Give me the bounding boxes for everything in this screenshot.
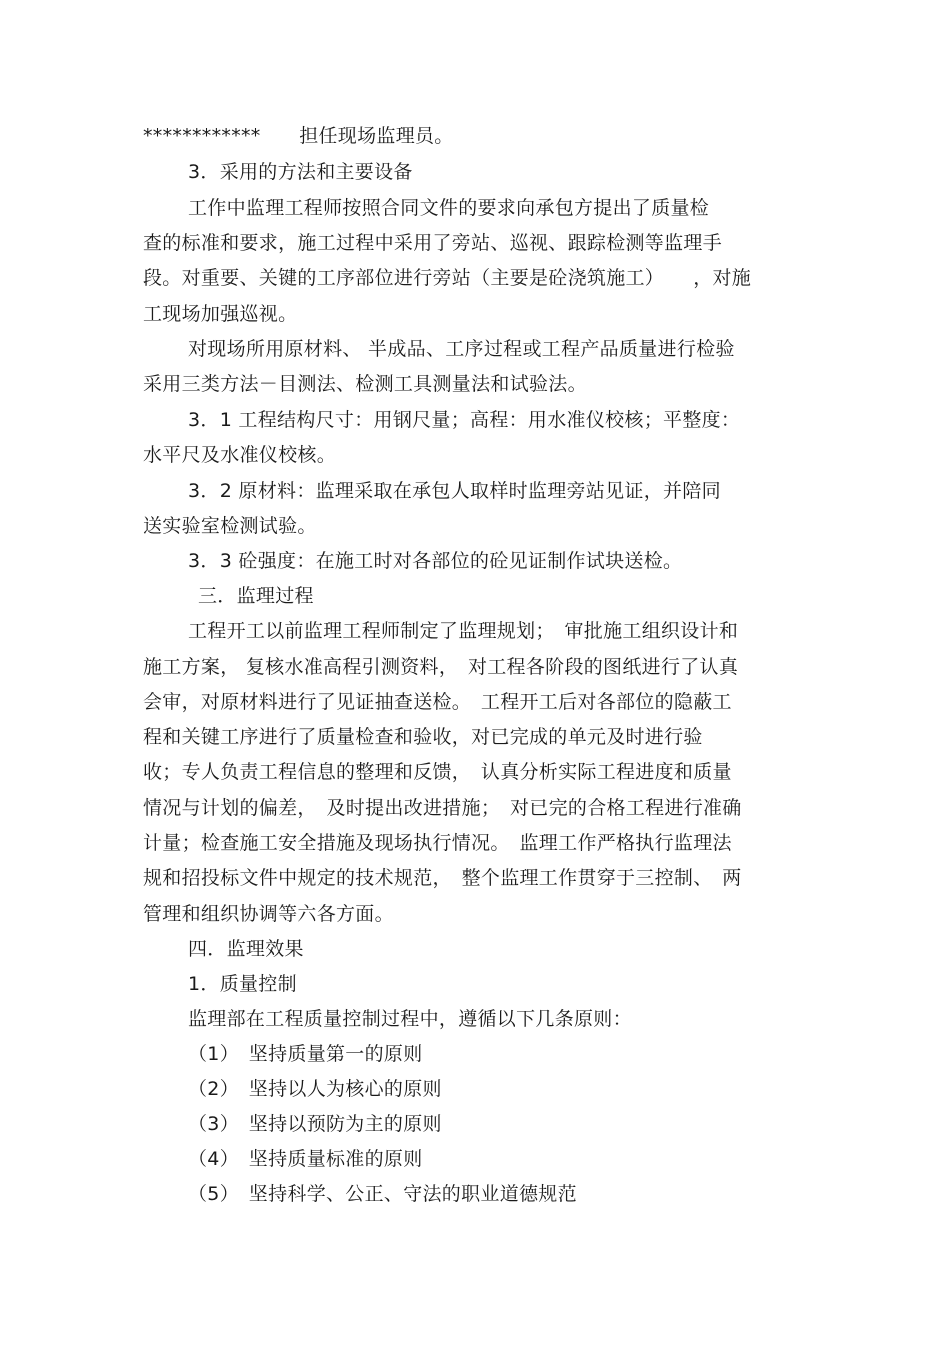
paragraph-line: 工作中监理工程师按照合同文件的要求向承包方提出了质量检 [188,197,710,219]
text-line-staff: ************ 担任现场监理员。 [143,125,454,147]
paragraph-line: 施工方案， 复核水准高程引测资料， 对工程各阶段的图纸进行了认真 [143,656,739,678]
principle-item-2: （2） 坚持以人为核心的原则 [188,1078,442,1100]
paragraph-line: 管理和组织协调等六各方面。 [143,903,394,925]
paragraph-line: 规和招投标文件中规定的技术规范， 整个监理工作贯穿于三控制、 两 [143,867,742,889]
section-heading-methods: 3．采用的方法和主要设备 [188,161,413,183]
principle-item-3: （3） 坚持以预防为主的原则 [188,1113,442,1135]
paragraph-line: 对现场所用原材料、 半成品、工序过程或工程产品质量进行检验 [188,338,735,360]
principle-item-5: （5） 坚持科学、公正、守法的职业道德规范 [188,1183,577,1205]
paragraph-line: 水平尺及水准仪校核。 [143,444,337,466]
paragraph-line: 情况与计划的偏差， 及时提出改进措施； 对已完的合格工程进行准确 [143,797,742,819]
principle-item-1: （1） 坚持质量第一的原则 [188,1043,423,1065]
paragraph-line: 监理部在工程质量控制过程中，遵循以下几条原则： [188,1008,632,1030]
section-heading-process: 三．监理过程 [198,585,314,607]
subsection-heading-quality: 1．质量控制 [188,973,297,995]
paragraph-line: 采用三类方法－目测法、检测工具测量法和试验法。 [143,373,587,395]
paragraph-line: 收；专人负责工程信息的整理和反馈， 认真分析实际工程进度和质量 [143,761,732,783]
paragraph-line: 程和关键工序进行了质量检查和验收，对已完成的单元及时进行验 [143,726,703,748]
paragraph-line: 查的标准和要求，施工过程中采用了旁站、巡视、跟踪检测等监理手 [143,232,723,254]
paragraph-line: 计量；检查施工安全措施及现场执行情况。 监理工作严格执行监理法 [143,832,732,854]
paragraph-line: 会审，对原材料进行了见证抽查送检。 工程开工后对各部位的隐蔽工 [143,691,732,713]
list-item-3-2: 3．2 原材料：监理采取在承包人取样时监理旁站见证，并陪同 [188,480,721,502]
list-item-3-1: 3．1 工程结构尺寸：用钢尺量；高程：用水准仪校核；平整度： [188,409,741,431]
list-item-3-3: 3．3 砼强度：在施工时对各部位的砼见证制作试块送检。 [188,550,683,572]
paragraph-line: 段。对重要、关键的工序部位进行旁站（主要是砼浇筑施工） ，对施 [143,267,752,289]
paragraph-line: 工现场加强巡视。 [143,303,298,325]
section-heading-effects: 四．监理效果 [188,938,304,960]
paragraph-line: 送实验室检测试验。 [143,515,317,537]
principle-item-4: （4） 坚持质量标准的原则 [188,1148,423,1170]
paragraph-line: 工程开工以前监理工程师制定了监理规划； 审批施工组织设计和 [188,620,739,642]
